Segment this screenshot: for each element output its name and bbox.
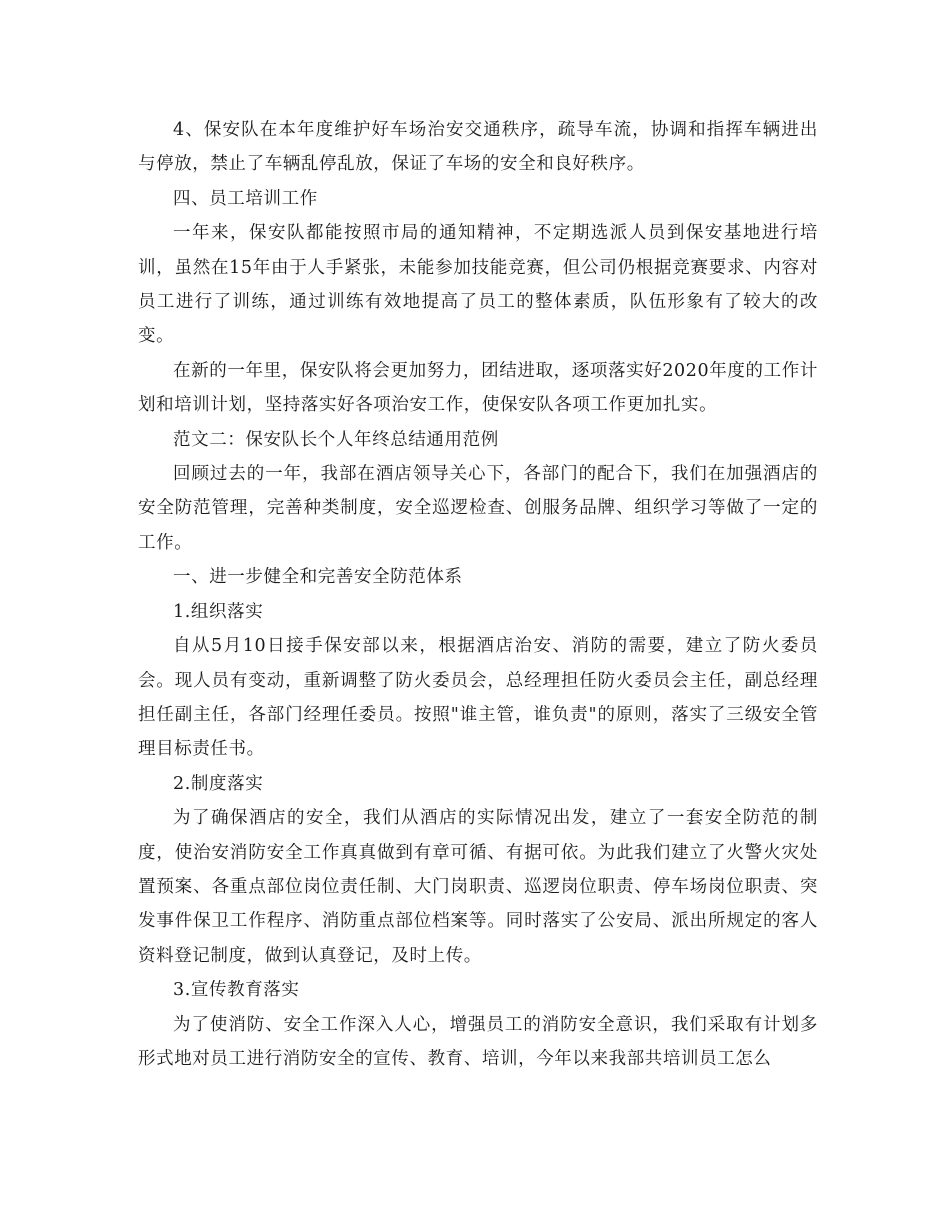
paragraph-education: 为了使消防、安全工作深入人心，增强员工的消防安全意识，我们采取有计划多形式地对员工进行消防安全的宣传、教育、培训，今年以来我部共培训员工怎么: [138, 1014, 818, 1069]
paragraph-year-review: 回顾过去的一年，我部在酒店领导关心下，各部门的配合下，我们在加强酒店的安全防范管理，完善种类制度，安全巡逻检查、创服务品牌、组织学习等做了一定的工作。: [138, 464, 818, 553]
paragraph-training-summary: 一年来，保安队都能按照市局的通知精神，不定期选派人员到保安基地进行培训，虽然在15年由于人手紧张，未能参加技能竞赛，但公司仍根据竞赛要求、内容对员工进行了训练，通过训练有效地提高了员工的整体素质，队伍形象有了较大的改变。: [138, 223, 818, 347]
heading-staff-training: 四、员工培训工作: [173, 188, 318, 209]
paragraph-parking-order: 4、保安队在本年度维护好车场治安交通秩序，疏导车流，协调和指挥车辆进出与停放，禁止了车辆乱停乱放，保证了车场的安全和良好秩序。: [138, 120, 818, 175]
document-body: [138, 113, 818, 1076]
heading-sample-two: 范文二：保安队长个人年终总结通用范例: [173, 429, 499, 450]
paragraph-regulations: 为了确保酒店的安全，我们从酒店的实际情况出发，建立了一套安全防范的制度，使治安消防安全工作真真做到有章可循、有据可依。为此我们建立了火警火灾处置预案、各重点部位岗位责任制、大门岗职责、巡逻岗位职责、停车场岗位职责、突发事件保卫工作程序、消防重点部位档案等。同时落实了公安局、派出所规定的客人资料登记制度，做到认真登记，及时上传。: [138, 808, 818, 966]
subheading-education: 3.宣传教育落实: [173, 980, 300, 1001]
paragraph-fire-committee: 自从5月10日接手保安部以来，根据酒店治安、消防的需要，建立了防火委员会。现人员有变动，重新调整了防火委员会，总经理担任防火委员会主任，副总经理担任副主任，各部门经理任委员。按照"谁主管，谁负责"的原则，落实了三级安全管理目标责任书。: [138, 636, 818, 760]
heading-security-system: 一、进一步健全和完善安全防范体系: [173, 567, 463, 588]
subheading-regulations: 2.制度落实: [173, 773, 264, 794]
subheading-organization: 1.组织落实: [173, 601, 264, 622]
paragraph-next-year-plan: 在新的一年里，保安队将会更加努力，团结进取，逐项落实好2020年度的工作计划和培训计划，坚持落实好各项治安工作，使保安队各项工作更加扎实。: [138, 360, 818, 416]
